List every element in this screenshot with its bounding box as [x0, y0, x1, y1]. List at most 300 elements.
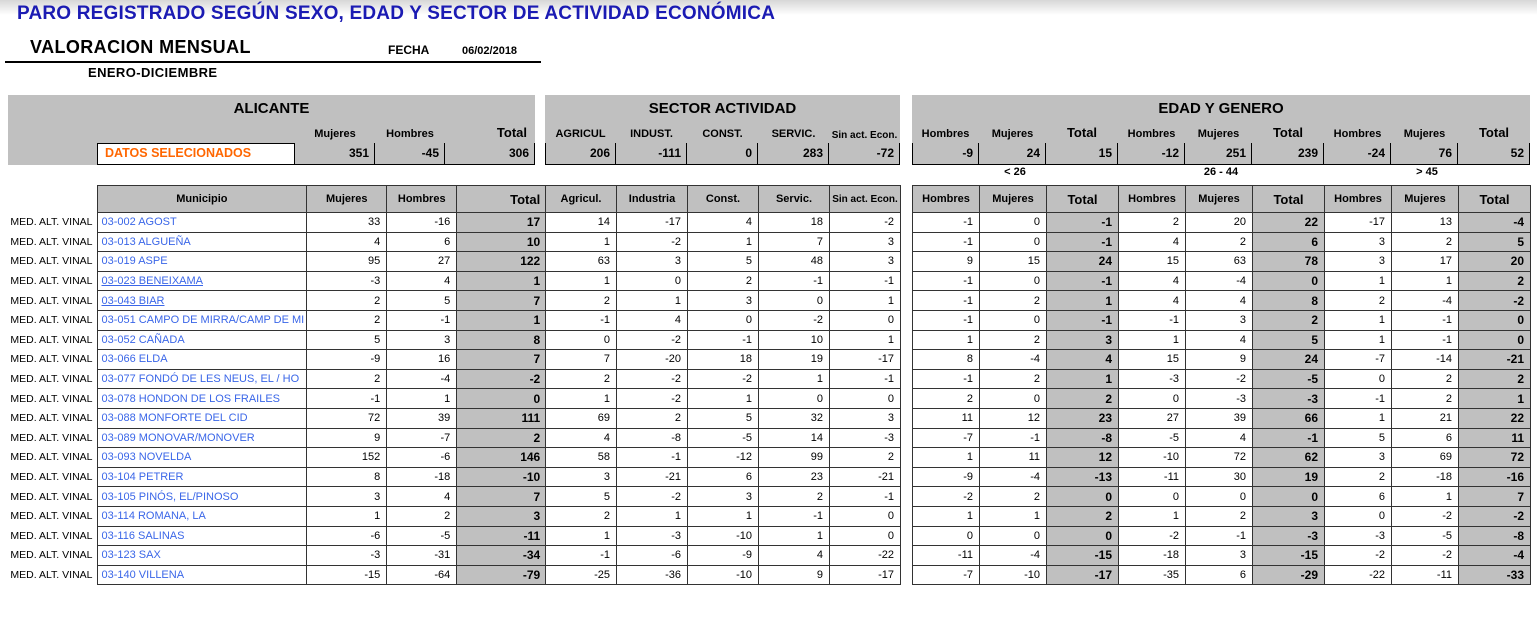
page-title: PARO REGISTRADO SEGÚN SEXO, EDAD Y SECTOR DE ACTIVIDAD ECONÓMICA: [17, 3, 776, 24]
value-cell: -18: [387, 467, 457, 487]
value-cell: 5: [307, 330, 387, 350]
value-cell: -5: [1392, 526, 1459, 546]
value-cell: 3: [688, 487, 759, 507]
total-cell: 24: [1253, 350, 1325, 370]
total-cell: 62: [1253, 448, 1325, 468]
table-row: [913, 565, 1531, 585]
value-cell: -5: [387, 526, 457, 546]
municipio-link[interactable]: 03-114 ROMANA, LA: [101, 510, 206, 523]
value-cell: 2: [1325, 467, 1392, 487]
municipio-link[interactable]: 03-023 BENEIXAMA: [101, 275, 203, 288]
valoracion-mensual-label: VALORACION MENSUAL: [30, 37, 251, 57]
value-cell: 0: [830, 506, 901, 526]
municipio-link[interactable]: 03-105 PINÓS, EL/PINOSO: [101, 490, 239, 503]
total-cell: 22: [1459, 408, 1531, 428]
table-row: [546, 546, 901, 566]
value-cell: 0: [617, 271, 688, 291]
municipio-cell: [97, 369, 307, 389]
value-cell: 1: [1325, 310, 1392, 330]
table-row: [546, 330, 901, 350]
municipio-cell: [97, 213, 307, 233]
value-cell: -15: [307, 565, 387, 585]
total-cell: -15: [1253, 546, 1325, 566]
table-row: [546, 448, 901, 468]
value-cell: 5: [546, 487, 617, 507]
summary-value: 24: [979, 143, 1046, 165]
value-cell: 3: [1186, 546, 1253, 566]
value-cell: -2: [617, 487, 688, 507]
summary-value: 76: [1391, 143, 1458, 165]
value-cell: 2: [387, 506, 457, 526]
value-cell: 7: [759, 232, 830, 252]
value-cell: -1: [759, 506, 830, 526]
value-cell: 4: [1186, 330, 1253, 350]
value-cell: 6: [688, 467, 759, 487]
value-cell: -2: [617, 369, 688, 389]
column-header: Servic.: [759, 186, 830, 213]
value-cell: -9: [688, 546, 759, 566]
column-header: Agricul.: [546, 186, 617, 213]
value-cell: 1: [617, 291, 688, 311]
value-cell: 2: [546, 506, 617, 526]
value-cell: 18: [759, 213, 830, 233]
total-cell: -5: [1253, 369, 1325, 389]
value-cell: 99: [759, 448, 830, 468]
value-cell: -1: [617, 448, 688, 468]
value-cell: 72: [307, 408, 387, 428]
value-cell: -2: [617, 232, 688, 252]
value-cell: -2: [688, 369, 759, 389]
value-cell: 4: [1186, 428, 1253, 448]
total-cell: 0: [1253, 271, 1325, 291]
region-label: MED. ALT. VINAL: [10, 255, 93, 268]
value-cell: 4: [1119, 232, 1186, 252]
column-header: Hombres: [1119, 186, 1186, 213]
table-row: [8, 428, 547, 448]
total-cell: 8: [1253, 291, 1325, 311]
value-cell: 1: [1119, 506, 1186, 526]
value-cell: 0: [830, 526, 901, 546]
value-cell: 1: [759, 526, 830, 546]
value-cell: -3: [307, 546, 387, 566]
total-cell: -4: [1459, 546, 1531, 566]
table-edad: [912, 185, 1531, 585]
value-cell: -21: [617, 467, 688, 487]
municipio-link[interactable]: 03-093 NOVELDA: [101, 451, 192, 464]
municipio-link[interactable]: 03-066 ELDA: [101, 353, 168, 366]
table-row: [8, 526, 547, 546]
value-cell: 9: [1186, 350, 1253, 370]
summary-value: -12: [1118, 143, 1185, 165]
value-cell: 5: [1325, 428, 1392, 448]
column-label: AGRICUL: [555, 128, 606, 140]
value-cell: 48: [759, 252, 830, 272]
value-cell: 17: [1392, 252, 1459, 272]
table-row: [546, 350, 901, 370]
total-cell: -15: [1047, 546, 1119, 566]
table-row: [8, 350, 547, 370]
value-cell: 2: [307, 310, 387, 330]
total-cell: -8: [1459, 526, 1531, 546]
value-cell: 1: [759, 369, 830, 389]
total-cell: 0: [1459, 330, 1531, 350]
value-cell: -1: [1392, 310, 1459, 330]
value-cell: 5: [688, 408, 759, 428]
value-cell: 4: [688, 213, 759, 233]
column-header: Mujeres: [307, 186, 387, 213]
table-row: [8, 506, 547, 526]
summary-panel-edad: [912, 95, 1530, 165]
value-cell: 1: [980, 506, 1047, 526]
municipio-cell: [97, 232, 307, 252]
row-spacer: [8, 143, 97, 165]
value-cell: -11: [913, 546, 980, 566]
table-row: [913, 350, 1531, 370]
municipio-link[interactable]: 03-052 CAÑADA: [101, 333, 185, 346]
column-label: Total: [496, 125, 527, 140]
table-row: [8, 310, 547, 330]
value-cell: 95: [307, 252, 387, 272]
column-label: Mujeres: [1403, 128, 1446, 140]
summary-value: -45: [375, 143, 445, 165]
value-cell: -31: [387, 546, 457, 566]
municipio-cell: [97, 408, 307, 428]
total-cell: 19: [1253, 467, 1325, 487]
age-band-label: 26 - 44: [1203, 166, 1239, 178]
total-cell: 1: [1047, 369, 1119, 389]
total-cell: -2: [457, 369, 547, 389]
municipio-cell: [97, 467, 307, 487]
total-cell: -1: [1047, 310, 1119, 330]
table-row: [913, 487, 1531, 507]
value-cell: 12: [980, 408, 1047, 428]
value-cell: 1: [546, 526, 617, 546]
value-cell: -25: [546, 565, 617, 585]
summary-value: 351: [295, 143, 375, 165]
column-header: Industria: [617, 186, 688, 213]
value-cell: 2: [617, 408, 688, 428]
total-cell: 1: [1459, 389, 1531, 409]
table-row: [8, 369, 547, 389]
total-cell: 3: [1253, 506, 1325, 526]
value-cell: -1: [1325, 389, 1392, 409]
region-label: MED. ALT. VINAL: [10, 216, 93, 229]
total-cell: 23: [1047, 408, 1119, 428]
value-cell: 152: [307, 448, 387, 468]
value-cell: 63: [1186, 252, 1253, 272]
value-cell: 0: [759, 389, 830, 409]
value-cell: 13: [1392, 213, 1459, 233]
value-cell: 1: [546, 271, 617, 291]
table-row: [913, 291, 1531, 311]
value-cell: 1: [913, 506, 980, 526]
total-cell: 11: [1459, 428, 1531, 448]
total-cell: 2: [1047, 389, 1119, 409]
value-cell: 4: [759, 546, 830, 566]
total-cell: 5: [1253, 330, 1325, 350]
value-cell: -7: [913, 428, 980, 448]
total-cell: -13: [1047, 467, 1119, 487]
municipio-link[interactable]: 03-002 AGOST: [101, 216, 177, 229]
total-cell: 146: [457, 448, 547, 468]
column-header: Total: [1459, 186, 1531, 213]
value-cell: -2: [759, 310, 830, 330]
value-cell: 4: [387, 487, 457, 507]
region-label: MED. ALT. VINAL: [10, 568, 93, 581]
header-row: [8, 186, 547, 213]
column-label: Total: [1272, 125, 1304, 140]
corner-blank: [8, 186, 97, 213]
total-cell: 7: [457, 350, 547, 370]
value-cell: -1: [688, 330, 759, 350]
summary-value: -9: [912, 143, 979, 165]
table-row: [8, 271, 547, 291]
municipio-cell: [97, 526, 307, 546]
panel-columns-edad: [912, 119, 1530, 143]
column-header: Mujeres: [980, 186, 1047, 213]
region-label: MED. ALT. VINAL: [10, 373, 93, 386]
value-cell: 5: [387, 291, 457, 311]
value-cell: -1: [913, 232, 980, 252]
value-cell: 2: [980, 330, 1047, 350]
value-cell: 1: [546, 232, 617, 252]
region-label: MED. ALT. VINAL: [10, 275, 93, 288]
value-cell: 0: [830, 310, 901, 330]
total-cell: 78: [1253, 252, 1325, 272]
value-cell: 1: [1325, 271, 1392, 291]
table-row: [913, 389, 1531, 409]
total-cell: 66: [1253, 408, 1325, 428]
total-cell: -2: [1459, 291, 1531, 311]
value-cell: 0: [1119, 389, 1186, 409]
value-cell: 27: [387, 252, 457, 272]
value-cell: -5: [1119, 428, 1186, 448]
column-header: Hombres: [1325, 186, 1392, 213]
value-cell: 0: [980, 389, 1047, 409]
value-cell: 69: [1392, 448, 1459, 468]
table-row: [913, 369, 1531, 389]
value-cell: 8: [307, 467, 387, 487]
municipio-cell: [97, 310, 307, 330]
value-cell: 0: [1119, 487, 1186, 507]
value-cell: 1: [387, 389, 457, 409]
total-cell: 1: [457, 271, 547, 291]
table-row: [8, 487, 547, 507]
value-cell: 4: [546, 428, 617, 448]
value-cell: 2: [1186, 232, 1253, 252]
value-cell: 2: [1392, 389, 1459, 409]
municipio-link[interactable]: 03-123 SAX: [101, 549, 161, 562]
table-row: [546, 487, 901, 507]
value-cell: 11: [913, 408, 980, 428]
column-header: Hombres: [387, 186, 457, 213]
value-cell: 2: [980, 487, 1047, 507]
table-row: [546, 408, 901, 428]
column-header: Total: [457, 186, 547, 213]
value-cell: -3: [1186, 389, 1253, 409]
municipio-link[interactable]: 03-043 BIAR: [101, 294, 165, 307]
total-cell: 3: [457, 506, 547, 526]
panel-title-sector: SECTOR ACTIVIDAD: [648, 100, 797, 117]
value-cell: 69: [546, 408, 617, 428]
table-row: [546, 232, 901, 252]
value-cell: -3: [830, 428, 901, 448]
value-cell: 6: [1392, 428, 1459, 448]
region-label: MED. ALT. VINAL: [10, 471, 93, 484]
column-header: Mujeres: [1392, 186, 1459, 213]
value-cell: -1: [307, 389, 387, 409]
value-cell: -2: [1392, 546, 1459, 566]
municipio-link[interactable]: 03-116 SALINAS: [101, 529, 185, 542]
total-cell: 8: [457, 330, 547, 350]
table-row: [8, 546, 547, 566]
column-label: Mujeres: [991, 128, 1034, 140]
total-cell: -3: [1253, 389, 1325, 409]
value-cell: -3: [1325, 526, 1392, 546]
value-cell: -10: [688, 526, 759, 546]
total-cell: -1: [1047, 213, 1119, 233]
value-cell: -11: [1119, 467, 1186, 487]
total-cell: -17: [1047, 565, 1119, 585]
value-cell: -1: [913, 291, 980, 311]
value-cell: 14: [546, 213, 617, 233]
value-cell: -14: [1392, 350, 1459, 370]
total-cell: 1: [1047, 291, 1119, 311]
value-cell: 1: [688, 389, 759, 409]
value-cell: 1: [307, 506, 387, 526]
table-row: [913, 448, 1531, 468]
value-cell: -1: [913, 271, 980, 291]
municipio-link[interactable]: 03-019 ASPE: [101, 255, 168, 268]
age-bands-row: [912, 166, 1530, 181]
total-cell: 3: [1047, 330, 1119, 350]
total-cell: -33: [1459, 565, 1531, 585]
summary-panel-sector: [545, 95, 900, 165]
value-cell: -10: [688, 565, 759, 585]
municipio-link[interactable]: 03-089 MONOVAR/MONOVER: [101, 431, 255, 444]
value-cell: 6: [1325, 487, 1392, 507]
value-cell: 1: [830, 330, 901, 350]
value-cell: 19: [759, 350, 830, 370]
municipio-link[interactable]: 03-077 FONDÓ DE LES NEUS, EL / HO: [101, 373, 300, 386]
municipio-cell: [97, 271, 307, 291]
municipio-link[interactable]: 03-140 VILLENA: [101, 568, 185, 581]
value-cell: 9: [307, 428, 387, 448]
value-cell: 39: [1186, 408, 1253, 428]
column-label: Mujeres: [314, 128, 356, 140]
table-row: [913, 408, 1531, 428]
value-cell: 7: [546, 350, 617, 370]
total-cell: 122: [457, 252, 547, 272]
value-cell: -16: [387, 213, 457, 233]
table-row: [913, 526, 1531, 546]
summary-value: -72: [829, 143, 900, 165]
total-cell: 0: [457, 389, 547, 409]
table-row: [8, 232, 547, 252]
fecha-value: 06/02/2018: [462, 45, 518, 57]
region-label: MED. ALT. VINAL: [10, 451, 93, 464]
value-cell: -3: [617, 526, 688, 546]
panel-columns-alicante: [8, 119, 535, 143]
age-band-label: > 45: [1416, 166, 1438, 178]
value-cell: 3: [688, 291, 759, 311]
total-cell: 7: [457, 291, 547, 311]
value-cell: 1: [913, 448, 980, 468]
total-cell: 4: [1047, 350, 1119, 370]
summary-value: 15: [1046, 143, 1118, 165]
value-cell: 1: [830, 291, 901, 311]
value-cell: 2: [1392, 232, 1459, 252]
column-label: Total: [1478, 125, 1510, 140]
value-cell: -2: [1186, 369, 1253, 389]
table-row: [913, 428, 1531, 448]
region-label: MED. ALT. VINAL: [10, 549, 93, 562]
value-cell: -5: [688, 428, 759, 448]
total-cell: 6: [1253, 232, 1325, 252]
value-cell: 14: [759, 428, 830, 448]
value-cell: -4: [980, 546, 1047, 566]
value-cell: 1: [1392, 271, 1459, 291]
value-cell: -2: [1325, 546, 1392, 566]
summary-panel-alicante: [8, 95, 535, 165]
total-cell: -34: [457, 546, 547, 566]
total-cell: 72: [1459, 448, 1531, 468]
municipio-link[interactable]: 03-104 PETRER: [101, 471, 184, 484]
value-cell: 3: [1325, 448, 1392, 468]
value-cell: 6: [387, 232, 457, 252]
value-cell: 2: [307, 369, 387, 389]
region-label: MED. ALT. VINAL: [10, 529, 93, 542]
total-cell: -4: [1459, 213, 1531, 233]
value-cell: -4: [980, 467, 1047, 487]
total-cell: 2: [1047, 506, 1119, 526]
value-cell: -7: [387, 428, 457, 448]
value-cell: 11: [980, 448, 1047, 468]
summary-value: 239: [1252, 143, 1324, 165]
table-row: [8, 565, 547, 585]
summary-value: 0: [687, 143, 758, 165]
value-cell: -8: [617, 428, 688, 448]
total-cell: 17: [457, 213, 547, 233]
periodo-label: ENERO-DICIEMBRE: [88, 65, 218, 80]
total-cell: -29: [1253, 565, 1325, 585]
value-cell: -10: [1119, 448, 1186, 468]
value-cell: 1: [913, 330, 980, 350]
value-cell: 0: [980, 526, 1047, 546]
table-sector: [545, 185, 901, 585]
value-cell: 4: [1119, 291, 1186, 311]
total-cell: -16: [1459, 467, 1531, 487]
column-label: Hombres: [386, 128, 434, 140]
value-cell: 0: [759, 291, 830, 311]
value-cell: -6: [387, 448, 457, 468]
municipio-link[interactable]: 03-078 HONDON DE LOS FRAILES: [101, 392, 281, 405]
panel-values-edad: [912, 143, 1530, 165]
value-cell: 30: [1186, 467, 1253, 487]
value-cell: 4: [387, 271, 457, 291]
value-cell: 1: [1119, 330, 1186, 350]
value-cell: 4: [307, 232, 387, 252]
total-cell: -2: [1459, 506, 1531, 526]
table-row: [8, 408, 547, 428]
total-cell: 0: [1047, 526, 1119, 546]
municipio-link[interactable]: 03-088 MONFORTE DEL CID: [101, 412, 248, 425]
municipio-link[interactable]: 03-051 CAMPO DE MIRRA/CAMP DE MI: [101, 314, 305, 327]
value-cell: 2: [1119, 213, 1186, 233]
municipio-link[interactable]: 03-013 ALGUEÑA: [101, 235, 191, 248]
value-cell: 63: [546, 252, 617, 272]
region-label: MED. ALT. VINAL: [10, 510, 93, 523]
